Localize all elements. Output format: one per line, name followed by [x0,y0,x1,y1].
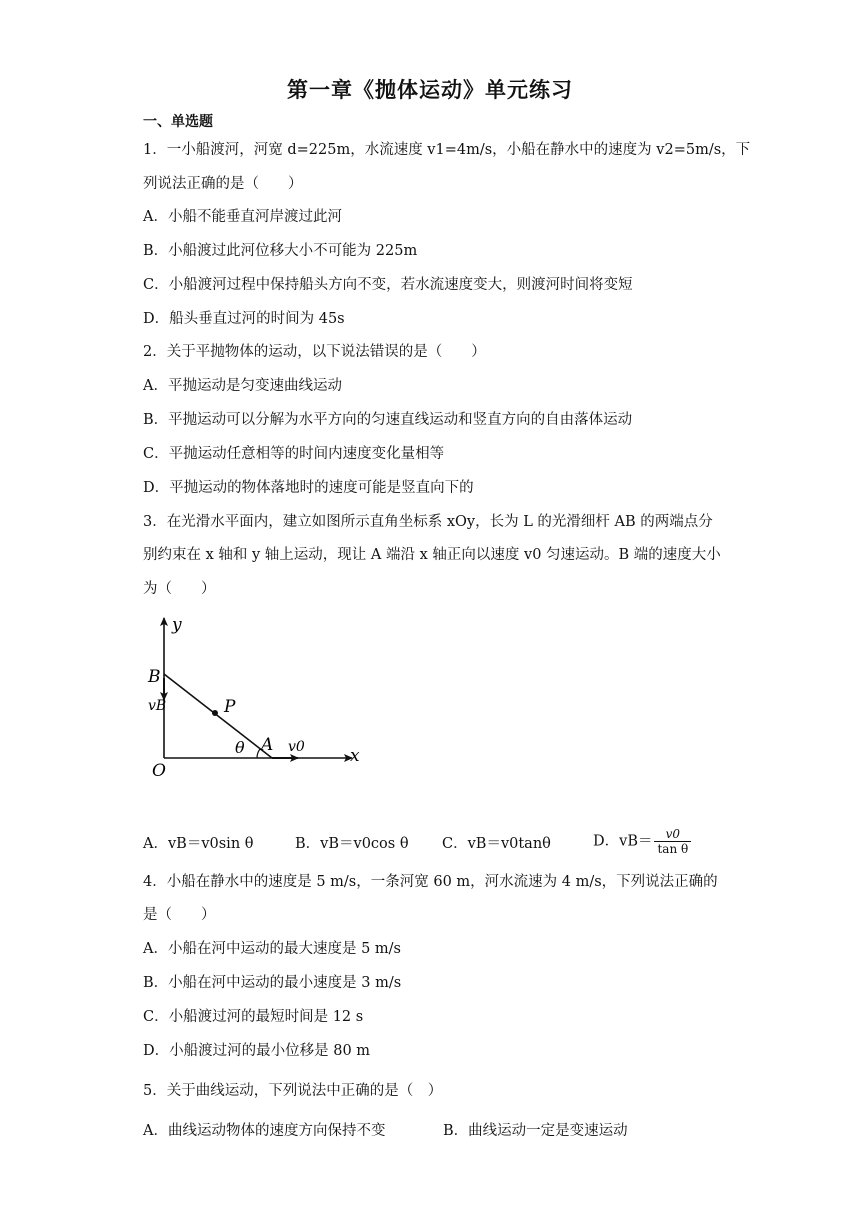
q1-option-a: A．小船不能垂直河岸渡过此河 [143,209,342,225]
fraction-denominator: tan θ [657,842,689,856]
label-p: P [224,697,236,717]
q1-stem-line1: 1．一小船渡河，河宽 d=225m，水流速度 v1=4m/s，小船在静水中的速度为 v2=5m/s，下 [143,142,751,158]
q3-stem-line2: 别约束在 x 轴和 y 轴上运动，现让 A 端沿 x 轴正向以速度 v0 匀速运动。B 端的速度大小 [143,547,721,563]
q4-option-d: D．小船渡过河的最小位移是 80 m [143,1043,371,1059]
q2-stem: 2．关于平抛物体的运动，以下说法错误的是（ ） [143,344,486,360]
q3-option-d-fraction [654,827,691,856]
label-v0: v0 [288,739,305,755]
q3-stem-line1: 3．在光滑水平面内，建立如图所示直角坐标系 xOy，长为 L 的光滑细杆 AB 的两端点分 [143,514,713,530]
label-a: A [261,735,274,755]
rod-ab [164,674,272,758]
angle-arc [257,749,260,758]
q3-option-d [593,827,691,856]
fraction-numerator: v0 [654,827,691,842]
coordinate-diagram [140,608,380,783]
q3-option-a: A．vB＝v0sin θ [143,836,254,852]
q3-stem-line3: 为（ ） [143,581,216,597]
label-theta: θ [235,738,245,757]
label-b: B [148,667,161,687]
q2-option-a: A．平抛运动是匀变速曲线运动 [143,378,342,394]
page-title: 第一章《抛体运动》单元练习 [287,78,573,102]
q4-option-c: C．小船渡过河的最短时间是 12 s [143,1009,364,1025]
q5-option-b: B．曲线运动一定是变速运动 [443,1123,628,1139]
q3-option-b: B．vB＝v0cos θ [295,836,409,852]
label-y: y [172,615,182,635]
point-p [212,710,218,716]
q5-option-a: A．曲线运动物体的速度方向保持不变 [143,1123,386,1139]
q3-option-c: C．vB＝v0tanθ [442,836,551,852]
q2-option-c: C．平抛运动任意相等的时间内速度变化量相等 [143,446,445,462]
q2-option-b: B．平抛运动可以分解为水平方向的匀速直线运动和竖直方向的自由落体运动 [143,412,633,428]
q1-stem-line2: 列说法正确的是（ ） [143,176,303,192]
q2-option-d: D．平抛运动的物体落地时的速度可能是竖直向下的 [143,480,474,496]
q1-option-c: C．小船渡河过程中保持船头方向不变，若水流速度变大，则渡河时间将变短 [143,277,633,293]
label-vb: vB [148,698,167,714]
q4-option-a: A．小船在河中运动的最大速度是 5 m/s [143,941,401,957]
q1-option-b: B．小船渡过此河位移大小不可能为 225m [143,243,418,259]
section-heading: 一、单选题 [143,114,213,130]
label-x: x [350,746,360,766]
q4-stem-line2: 是（ ） [143,907,216,923]
q1-option-d: D．船头垂直过河的时间为 45s [143,311,345,327]
q5-stem: 5．关于曲线运动，下列说法中正确的是（ ） [143,1083,443,1099]
q4-stem-line1: 4．小船在静水中的速度是 5 m/s，一条河宽 60 m，河水流速为 4 m/s，下列说法正确的 [143,874,718,890]
label-o: O [152,761,166,781]
q3-option-d-prefix: D．vB＝ [593,833,653,850]
q4-option-b: B．小船在河中运动的最小速度是 3 m/s [143,975,402,991]
